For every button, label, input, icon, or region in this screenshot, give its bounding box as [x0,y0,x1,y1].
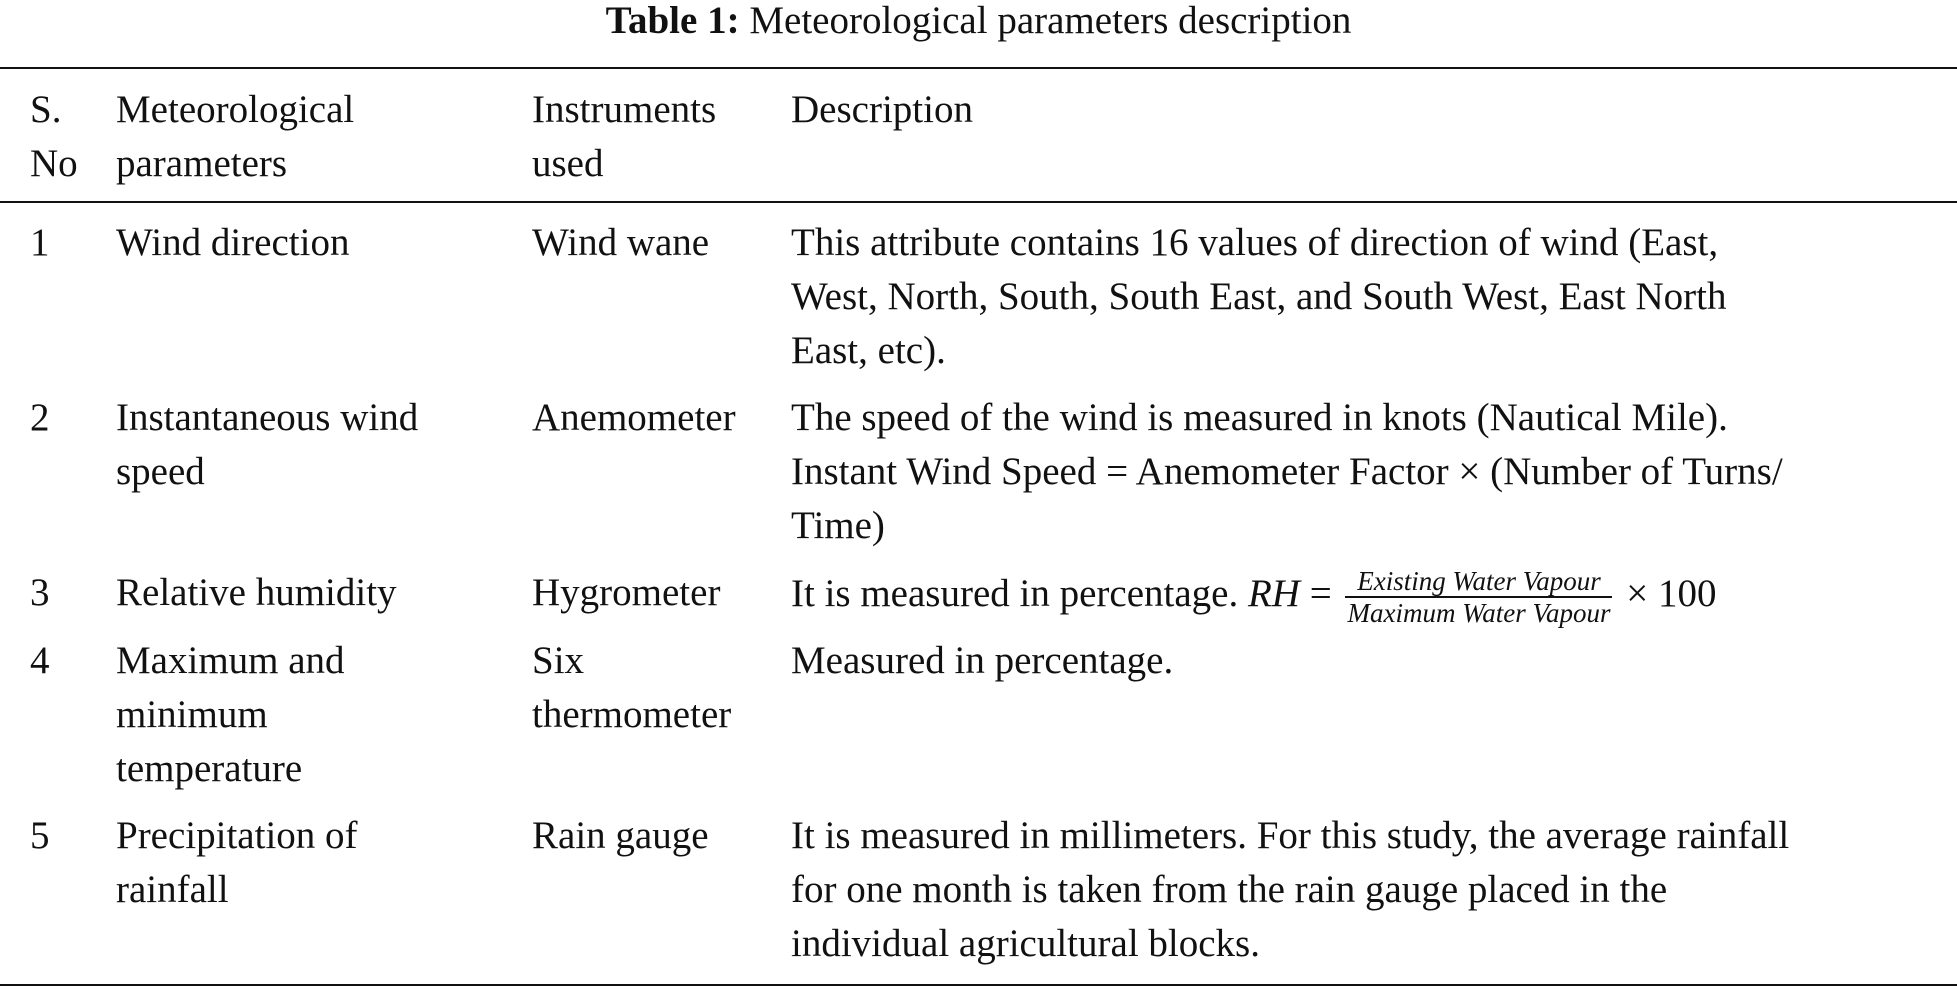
row-parameter: Instantaneous wind speed [116,396,419,493]
row-sno: 1 [30,221,50,264]
row-parameter: Relative humidity [116,571,397,614]
row-description: It is measured in millimeters. For this study, the average rainfall for one month is taken from the rain gauge placed in the individual agricultural blocks. [791,814,1790,965]
formula-numerator: Existing Water Vapour [1345,566,1612,598]
header-sno: S. No [30,88,78,185]
caption-label: Table 1: [605,0,740,42]
header-bottom-rule [0,201,1957,203]
row-instrument: Wind wane [532,221,710,264]
row-sno: 4 [30,639,50,682]
description-text: It is measured in percentage. [791,571,1239,615]
row-parameter: Maximum and minimum temperature [116,639,345,790]
header-parameter: Meteorological parameters [116,88,355,185]
formula-tail: × 100 [1626,571,1717,615]
row-instrument: Rain gauge [532,814,709,857]
row-sno: 5 [30,814,50,857]
table-bottom-rule [0,984,1957,986]
row-description: The speed of the wind is measured in knots (Nautical Mile). Instant Wind Speed = Anemometer Factor × (Number of Turns/ Time) [791,396,1783,547]
formula-denominator: Maximum Water Vapour [1347,598,1611,628]
row-instrument: Anemometer [532,396,736,439]
formula-lhs: RH [1247,571,1300,615]
row-instrument: Hygrometer [532,571,721,614]
header-instrument: Instruments used [532,88,717,185]
row-instrument: Six thermometer [532,639,732,736]
row-parameter: Wind direction [116,221,350,264]
header-description: Description [791,88,973,131]
formula-equals: = [1309,571,1332,615]
row-sno: 3 [30,571,50,614]
table-top-rule [0,67,1957,69]
table-caption [0,0,1957,50]
row-description: This attribute contains 16 values of direction of wind (East, West, North, South, South East, and South West, East North East, etc). [791,221,1727,372]
formula-fraction [1345,566,1612,628]
row-description [791,566,1716,628]
row-parameter: Precipitation of rainfall [116,814,358,911]
row-sno: 2 [30,396,50,439]
rh-formula [1248,566,1717,628]
row-description: Measured in percentage. [791,639,1174,682]
caption-text: Meteorological parameters description [749,0,1352,42]
